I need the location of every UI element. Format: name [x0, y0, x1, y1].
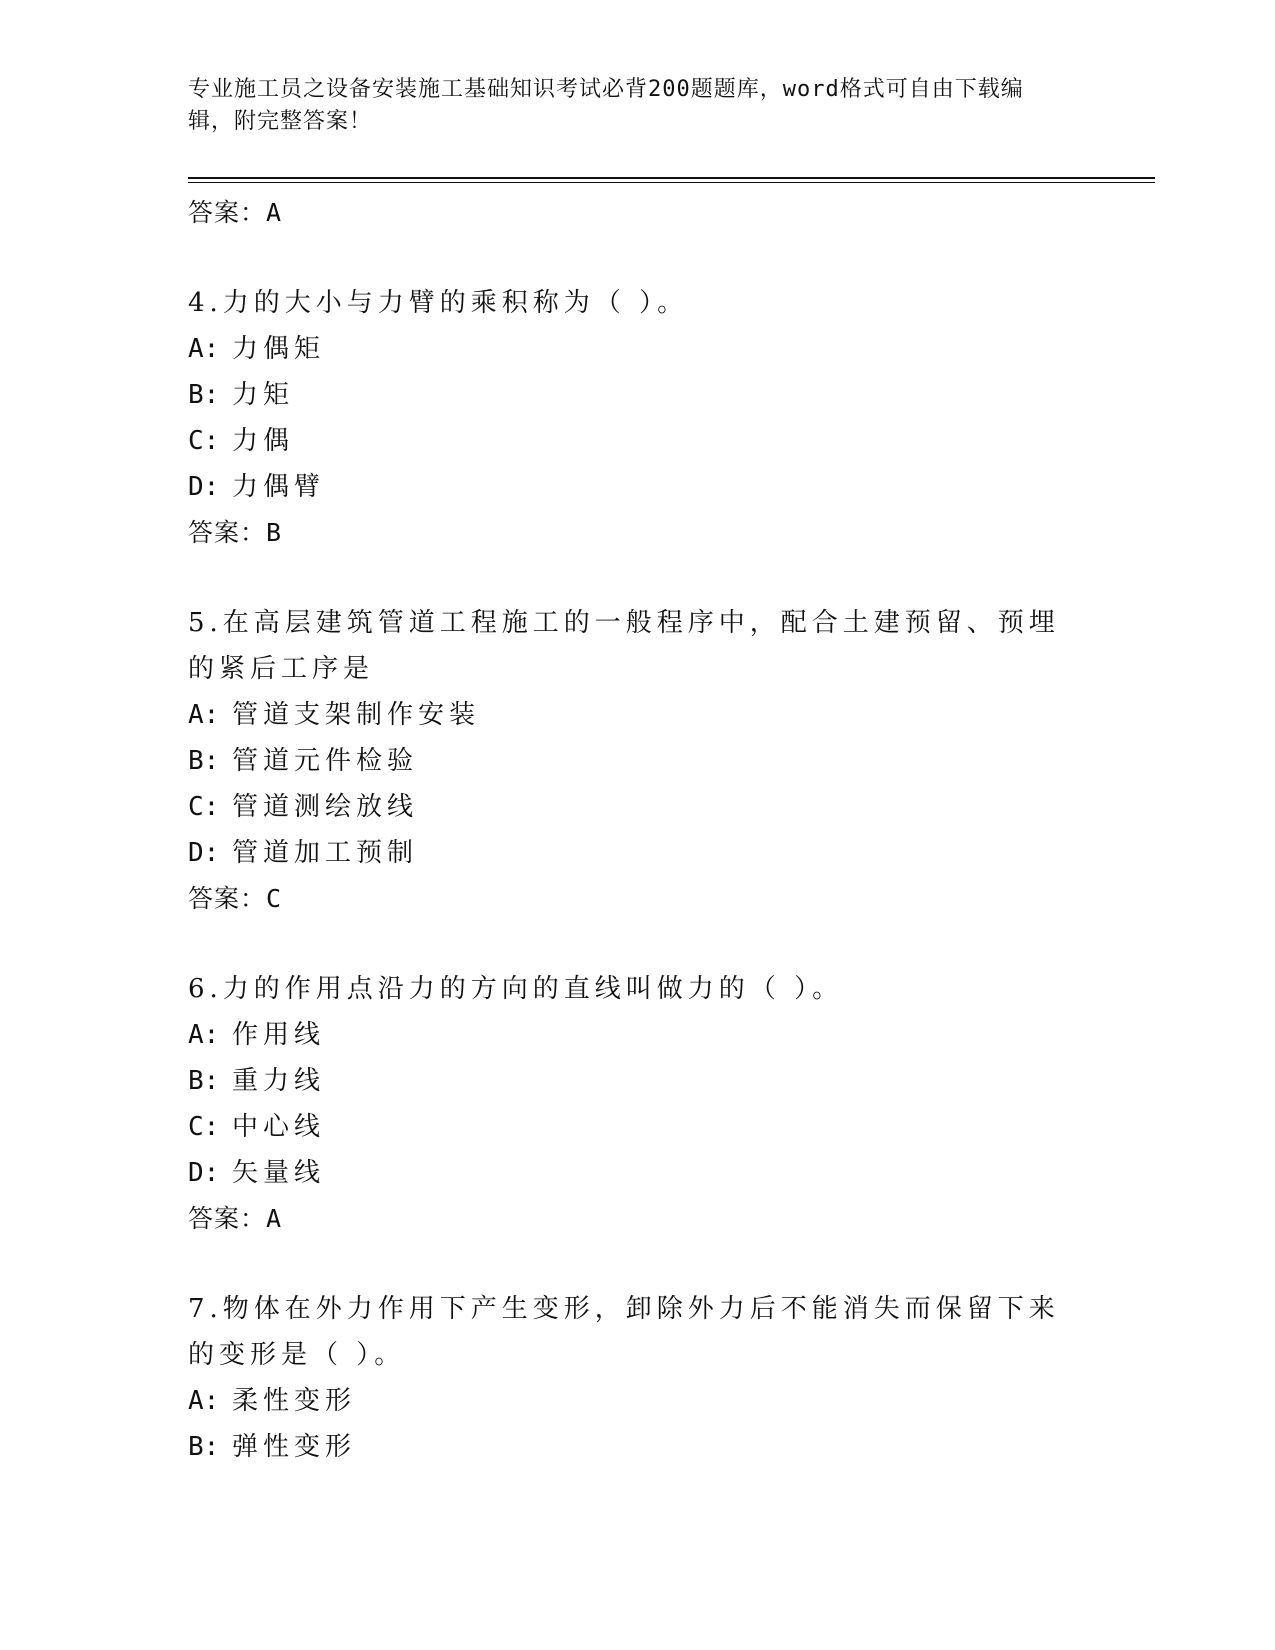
option-a	[188, 1012, 1078, 1058]
question-block	[188, 600, 1078, 922]
option-letter: A:	[188, 1386, 220, 1416]
option-letter: B:	[188, 1432, 220, 1462]
question-list	[188, 190, 1078, 1470]
option-letter: A:	[188, 1020, 220, 1050]
option-letter: B:	[188, 1066, 220, 1096]
option-letter: A:	[188, 700, 220, 730]
answer-line	[188, 510, 1078, 556]
answer-line	[188, 876, 1078, 922]
option-text: 矢量线	[232, 1158, 326, 1188]
option-text: 管道测绘放线	[232, 792, 419, 822]
option-a	[188, 692, 1078, 738]
question-text: 6.力的作用点沿力的方向的直线叫做力的（ ）。	[188, 974, 844, 1004]
option-text: 弹性变形	[232, 1432, 357, 1462]
option-c	[188, 784, 1078, 830]
option-d	[188, 464, 1078, 510]
option-letter: D:	[188, 472, 220, 502]
answer-label: 答案：	[188, 198, 267, 227]
option-b	[188, 1424, 1078, 1470]
option-b	[188, 738, 1078, 784]
option-text: 力偶矩	[232, 334, 326, 364]
option-text: 柔性变形	[232, 1386, 357, 1416]
option-letter: B:	[188, 380, 220, 410]
option-text: 管道元件检验	[232, 746, 419, 776]
option-letter: C:	[188, 1112, 220, 1142]
option-text: 重力线	[232, 1066, 326, 1096]
answer-value: A	[266, 198, 283, 227]
header-rule-thick	[188, 177, 1155, 179]
option-b	[188, 372, 1078, 418]
answer-line	[188, 1196, 1078, 1242]
question-text: 4.力的大小与力臂的乘积称为（ ）。	[188, 288, 689, 318]
option-letter: B:	[188, 746, 220, 776]
question-block	[188, 280, 1078, 556]
option-a	[188, 1378, 1078, 1424]
option-text: 力矩	[232, 380, 295, 410]
option-text: 管道支架制作安装	[232, 700, 481, 730]
option-b	[188, 1058, 1078, 1104]
option-letter: D:	[188, 838, 220, 868]
question-block	[188, 1286, 1078, 1470]
option-text: 管道加工预制	[232, 838, 419, 868]
option-text: 力偶臂	[232, 472, 326, 502]
answer-line	[188, 190, 1078, 236]
option-letter: C:	[188, 426, 220, 456]
option-text: 作用线	[232, 1020, 326, 1050]
option-a	[188, 326, 1078, 372]
answer-value: C	[266, 884, 283, 913]
option-d	[188, 1150, 1078, 1196]
answer-label: 答案：	[188, 1204, 267, 1233]
question-block	[188, 966, 1078, 1242]
option-c	[188, 1104, 1078, 1150]
page-header: 专业施工员之设备安装施工基础知识考试必背200题题库，word格式可自由下载编辑，附完整答案！	[188, 77, 1024, 134]
answer-label: 答案：	[188, 518, 267, 547]
option-d	[188, 830, 1078, 876]
question-text: 7.物体在外力作用下产生变形，卸除外力后不能消失而保留下来的变形是（ ）。	[188, 1294, 1060, 1370]
option-letter: C:	[188, 792, 220, 822]
option-c	[188, 418, 1078, 464]
option-text: 中心线	[232, 1112, 326, 1142]
option-text: 力偶	[232, 426, 295, 456]
question-text: 5.在高层建筑管道工程施工的一般程序中，配合土建预留、预埋的紧后工序是	[188, 608, 1060, 684]
answer-label: 答案：	[188, 884, 267, 913]
header-rule-thin	[188, 182, 1155, 183]
option-letter: D:	[188, 1158, 220, 1188]
answer-value: B	[266, 518, 283, 547]
option-letter: A:	[188, 334, 220, 364]
answer-value: A	[266, 1204, 283, 1233]
